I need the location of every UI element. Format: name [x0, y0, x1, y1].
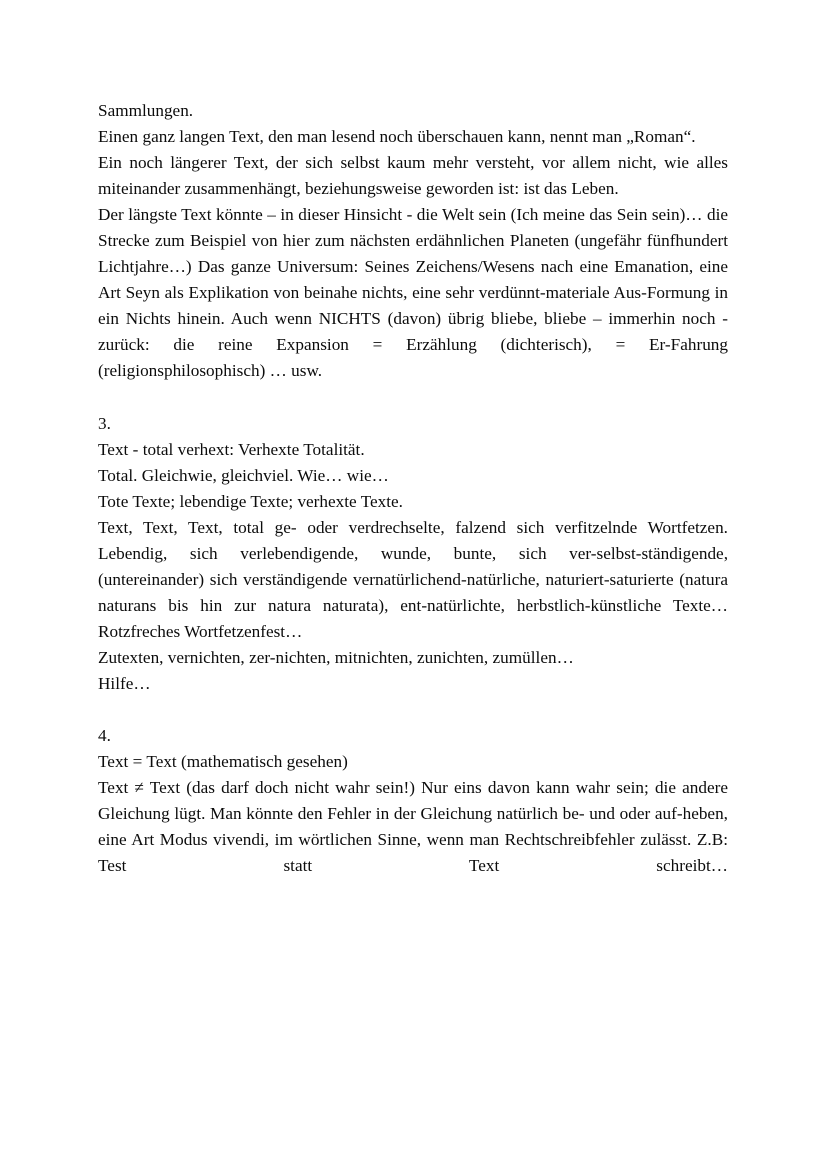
section-number-3: 3. [98, 413, 111, 433]
paragraph-wortfetzen: Text, Text, Text, total ge- oder verdrechselte, falzend sich verfitzelnde Wortfetzen. Lebendig, sich verlebendigende, wunde, bunte, sich ver-selbst-ständigende, (untereinander) sich verständigende vernatürlichend-natürliche, naturiert-saturierte (natura naturans bis hin zur natura naturata), ent-natürlichte, herbstlich-künstliche Texte… Rotzfreches Wortfetzenfest… [98, 517, 728, 641]
paragraph-text-ungleich-text: Text = Text (mathematisch gesehen) [98, 752, 348, 772]
paragraph-roman: Einen ganz langen Text, den man lesend noch überschauen kann, nennt man „Roman“. [98, 127, 696, 147]
paragraph-hilfe: Hilfe… [98, 674, 151, 694]
paragraph-leben: Ein noch längerer Text, der sich selbst kaum mehr versteht, vor allem nicht, wie alles miteinander zusammenhängt, beziehungsweise geworden ist: ist das Leben. [98, 153, 728, 199]
paragraph-gleichwie: Total. Gleichwie, gleichviel. Wie… wie… [98, 465, 389, 485]
section-gap-before-4 [98, 697, 728, 723]
text-body [98, 98, 728, 879]
paragraph-tote-texte: Tote Texte; lebendige Texte; verhexte Texte. [98, 491, 403, 511]
paragraph-verhexte-totalitaet: Text - total verhext: Verhexte Totalität. [98, 439, 365, 459]
paragraph-sammlungen: Sammlungen. [98, 101, 194, 120]
section-gap-before-3 [98, 385, 728, 411]
paragraph-zutexten: Zutexten, vernichten, zer-nichten, mitnichten, zunichten, zumüllen… [98, 647, 574, 667]
paragraph-wasserstandsmeldungen: Text ≠ Text (das darf doch nicht wahr sein!) Nur eins davon kann wahr sein; die andere Gleichung lügt. Man könnte den Fehler in der Gleichung natürlich be- und oder auf-heben, eine Art Modus vivendi, im wörtlichen Sinne, wenn man Rechtschreibfehler zulässt. Z.B: Test statt Text schreibt… [98, 778, 728, 876]
paragraph-laengster-text: Der längste Text könnte – in dieser Hinsicht - die Welt sein (Ich meine das Sein sein)… die Strecke zum Beispiel von hier zum nächsten erdähnlichen Planeten (ungefähr fünfhundert Lichtjahre…) Das ganze Universum: Seines Zeichens/Wesens nach eine Emanation, eine Art Seyn als Explikation von beinahe nichts, eine sehr verdünnt-materiale Aus-Formung in ein Nichts hinein. Auch wenn NICHTS (davon) übrig bliebe, bliebe – immerhin noch - zurück: die reine Expansion = Erzählung (dichterisch), = Er-Fahrung (religionsphilosophisch) … usw. [98, 205, 728, 381]
paragraph-text-gleich-text: 4. [98, 726, 111, 746]
